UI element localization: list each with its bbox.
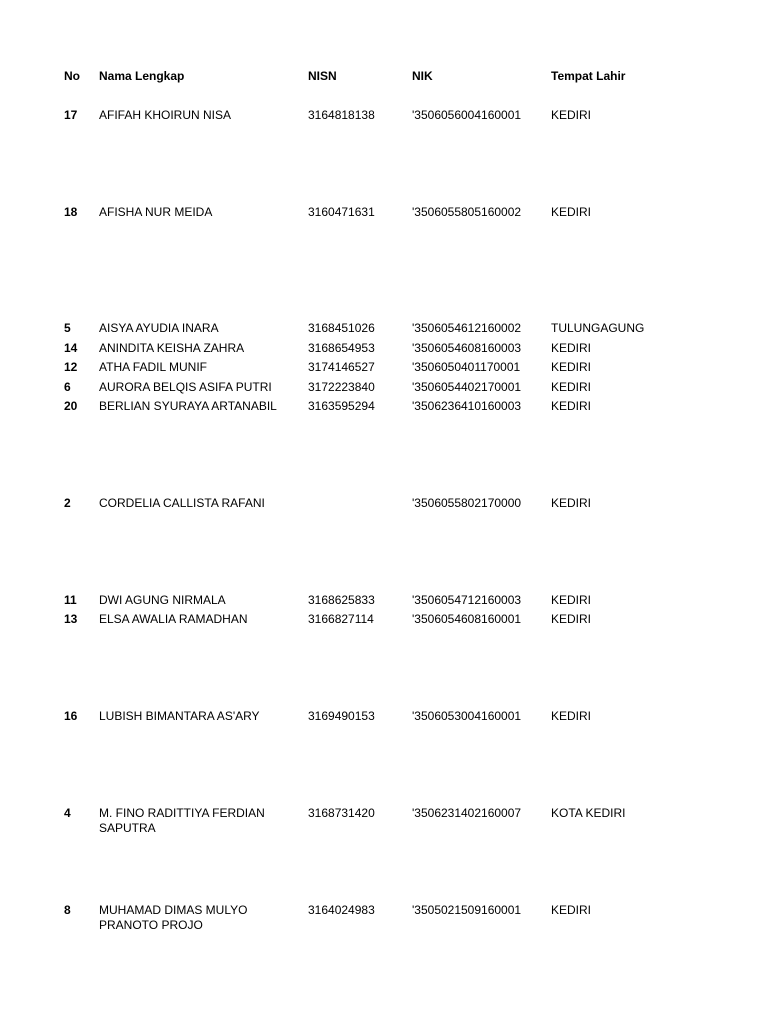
row-nik: '3506050401170001 (412, 360, 521, 374)
row-nisn: 3164024983 (308, 903, 375, 917)
row-birthplace: KEDIRI (551, 709, 592, 723)
row-name: M. FINO RADITTIYA FERDIAN SAPUTRA (99, 806, 265, 835)
row-nisn: 3168654953 (308, 341, 375, 355)
row-nik: '3506054712160003 (412, 593, 522, 607)
row-no: 5 (64, 321, 71, 335)
row-name: AISYA AYUDIA INARA (99, 321, 219, 335)
row-birthplace: KEDIRI (551, 496, 592, 510)
row-name: AFIFAH KHOIRUN NISA (99, 108, 232, 122)
row-name: ELSA AWALIA RAMADHAN (99, 612, 248, 626)
row-nik: '3505021509160001 (412, 903, 522, 917)
row-nik: '3506056004160001 (412, 108, 522, 122)
row-birthplace: KEDIRI (551, 399, 592, 413)
row-birthplace: KEDIRI (551, 108, 592, 122)
row-name: CORDELIA CALLISTA RAFANI (99, 496, 265, 510)
header-name: Nama Lengkap (99, 69, 185, 83)
header-nik: NIK (412, 69, 433, 83)
row-nik: '3506055802170000 (412, 496, 522, 510)
row-birthplace: KEDIRI (551, 593, 592, 607)
header-birthplace: Tempat Lahir (551, 69, 626, 83)
row-no: 8 (64, 903, 71, 917)
row-nisn: 3168451026 (308, 321, 375, 335)
row-nisn: 3168731420 (308, 806, 375, 820)
row-nik: '3506053004160001 (412, 709, 522, 723)
row-no: 17 (64, 108, 78, 122)
row-birthplace: KEDIRI (551, 612, 592, 626)
row-name: LUBISH BIMANTARA AS'ARY (99, 709, 260, 723)
row-no: 4 (64, 806, 71, 820)
row-name: AURORA BELQIS ASIFA PUTRI (99, 380, 272, 394)
row-no: 20 (64, 399, 78, 413)
row-nik: '3506231402160007 (412, 806, 522, 820)
row-no: 13 (64, 612, 78, 626)
row-no: 16 (64, 709, 78, 723)
row-nisn: 3174146527 (308, 360, 375, 374)
header-no: No (64, 69, 80, 83)
row-nisn: 3164818138 (308, 108, 375, 122)
row-birthplace: KEDIRI (551, 903, 592, 917)
row-no: 14 (64, 341, 78, 355)
row-nisn: 3160471631 (308, 205, 375, 219)
row-name: ATHA FADIL MUNIF (99, 360, 208, 374)
row-nisn: 3169490153 (308, 709, 375, 723)
row-nisn: 3163595294 (308, 399, 375, 413)
row-birthplace: KEDIRI (551, 341, 592, 355)
row-birthplace: TULUNGAGUNG (551, 321, 645, 335)
row-nisn: 3166827114 (308, 612, 374, 626)
row-nik: '3506055805160002 (412, 205, 522, 219)
row-nik: '3506054612160002 (412, 321, 522, 335)
row-name: AFISHA NUR MEIDA (99, 205, 213, 219)
row-no: 12 (64, 360, 78, 374)
row-name: DWI AGUNG NIRMALA (99, 593, 226, 607)
row-nisn: 3172223840 (308, 380, 375, 394)
row-nik: '3506054608160001 (412, 612, 522, 626)
row-nisn: 3168625833 (308, 593, 375, 607)
row-name: MUHAMAD DIMAS MULYO PRANOTO PROJO (99, 903, 248, 932)
row-nik: '3506054608160003 (412, 341, 522, 355)
row-no: 2 (64, 496, 71, 510)
row-birthplace: KEDIRI (551, 205, 592, 219)
row-name: ANINDITA KEISHA ZAHRA (99, 341, 245, 355)
row-no: 11 (64, 593, 77, 607)
row-no: 18 (64, 205, 78, 219)
header-nisn: NISN (308, 69, 337, 83)
row-no: 6 (64, 380, 71, 394)
row-birthplace: KOTA KEDIRI (551, 806, 626, 820)
row-nik: '3506236410160003 (412, 399, 522, 413)
row-birthplace: KEDIRI (551, 380, 592, 394)
row-nik: '3506054402170001 (412, 380, 522, 394)
row-birthplace: KEDIRI (551, 360, 592, 374)
row-name: BERLIAN SYURAYA ARTANABIL (99, 399, 277, 413)
